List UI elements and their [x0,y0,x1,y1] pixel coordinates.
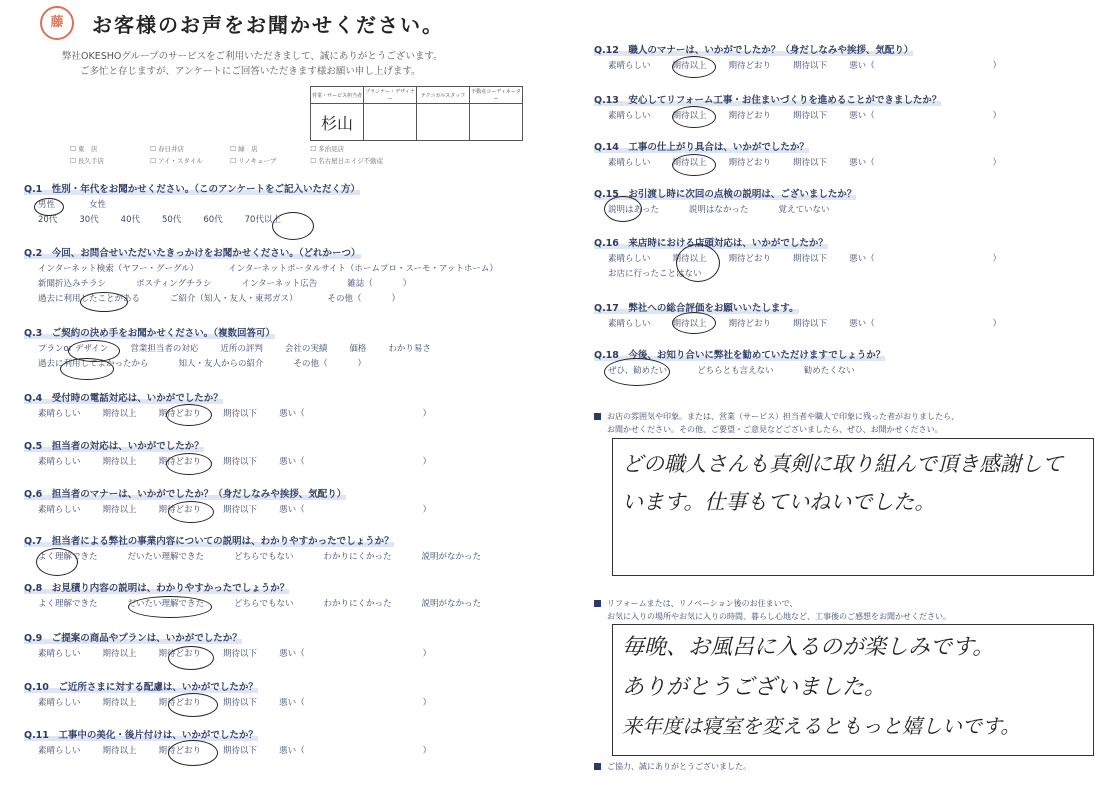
answer-option[interactable]: 期待以上 [102,698,137,708]
answer-option[interactable]: ） [422,457,432,467]
answer-option[interactable]: ） [391,294,401,304]
answer-circle [672,56,716,78]
staff-cell [470,104,523,141]
answer-option[interactable]: 30代 [79,215,99,225]
question-title: Q.12 職人のマナーは、いかがでしたか？（身だしなみや挨拶、気配り） [594,45,914,56]
answer-options [608,156,1023,168]
answer-options [608,203,859,215]
answer-option[interactable]: どちらでもない [234,599,294,609]
answer-circle [672,154,716,176]
answer-option[interactable]: 60代 [203,215,223,225]
answer-option[interactable]: 期待以上 [672,319,707,329]
question-title: Q.13 安心してリフォーム工事・お住まいづくりを進めることができましたか？ [594,95,942,106]
answer-option[interactable]: 説明はあった [608,205,659,215]
question-title: Q.7 担当者による弊社の事業内容についての説明は、わかりやすかったでしょうか？ [24,536,394,547]
store-option: ☐ アイ・スタイル [150,157,203,165]
question-title: Q.5 担当者の対応は、いかがでしたか？ [24,441,204,452]
answer-option[interactable]: ） [992,111,1002,121]
answer-option[interactable]: どちらでもない [234,552,294,562]
answer-option[interactable]: 悪い（ [849,319,875,329]
answer-option[interactable]: 期待以上 [102,457,137,467]
answer-circle [60,358,114,380]
comment1-prompt-2: お聞かせください。その他、ご要望・ご意見などございましたら、ぜひ、お聞かせください。 [607,425,943,434]
answer-option[interactable]: 悪い（ [849,61,875,71]
answer-options [608,109,1023,121]
answer-circle [166,404,212,426]
answer-option[interactable]: わかりにくかった [323,552,392,562]
footer-thanks: ご協力、誠にありがとうございました。 [594,761,751,772]
answer-option[interactable]: だいたい理解できた [127,599,205,609]
answer-option[interactable]: 期待以下 [793,61,828,71]
answer-option[interactable]: 期待どおり [158,505,202,515]
staff-table [310,86,523,141]
answer-option[interactable]: ） [422,698,432,708]
answer-circle [672,106,716,128]
answer-option[interactable]: お店に行ったことはない [608,269,702,279]
answer-option[interactable]: 素晴らしい [38,698,81,708]
question-title: Q.3 ご契約の決め手をお聞かせください。（複数回答可） [24,328,276,339]
answer-circle [166,453,212,475]
answer-option[interactable]: 新聞折込みチラシ [38,279,107,289]
store-option: ☐ 緑 店 [230,145,258,153]
answer-option[interactable]: インターネット検索（ヤフー・グーグル） [38,264,199,274]
answer-option[interactable]: 男性 [38,200,56,210]
staff-header: 不動産コーディネーター [470,87,523,104]
answer-option[interactable]: 雑誌（ [347,279,373,289]
answer-option[interactable]: ） [992,254,1002,264]
answer-option[interactable]: 説明はなかった [688,205,749,215]
answer-option[interactable]: 期待以下 [223,505,258,515]
answer-option[interactable]: 素晴らしい [608,254,651,264]
answer-circle [34,198,64,216]
comment2-handwriting-1: 毎晩、お風呂に入るのが楽しみです。 [622,635,995,660]
answer-circle [604,358,670,386]
answer-option[interactable]: 素晴らしい [38,505,81,515]
answer-circle [676,244,720,282]
answer-option[interactable]: ご紹介（知人・友人・東邦ガス） [170,294,298,304]
answer-options [38,262,528,274]
answer-option[interactable]: 悪い（ [279,409,305,419]
answer-option[interactable]: 素晴らしい [38,457,81,467]
comment1-prompt-1: お店の雰囲気や印象。または、営業（サービス）担当者や職人で印象に残った者がおりましたら、 [594,411,959,422]
answer-option[interactable]: 40代 [120,215,140,225]
answer-option[interactable]: 期待以下 [793,319,828,329]
answer-options [38,407,453,419]
answer-option[interactable]: 期待どおり [728,319,772,329]
answer-circle [168,740,218,766]
answer-option[interactable]: 悪い（ [279,457,305,467]
answer-option[interactable]: 期待どおり [158,457,202,467]
answer-option[interactable]: 素晴らしい [608,61,651,71]
answer-option[interactable]: 期待以上 [672,158,707,168]
comment2-handwriting-3: 来年度は寝室を変えるともっと嬉しいです。 [622,714,1021,738]
answer-option[interactable]: よく理解できた [38,599,98,609]
answer-option[interactable]: よく理解できた [38,552,98,562]
answer-circle [168,693,218,717]
answer-option[interactable]: 悪い（ [279,505,305,515]
answer-option[interactable]: どちらとも言えない [697,366,774,376]
answer-circle [168,501,214,523]
answer-options [38,744,453,756]
answer-option[interactable]: ポスティングチラシ [136,279,212,289]
answer-options [38,597,511,609]
answer-option[interactable]: インターネット広告 [241,279,318,289]
answer-option[interactable]: 悪い（ [279,698,305,708]
answer-option[interactable]: プランor デザイン [38,344,109,354]
answer-option[interactable]: 期待以上 [102,746,137,756]
answer-option[interactable]: 悪い（ [279,649,305,659]
answer-option[interactable]: 素晴らしい [38,409,81,419]
answer-option[interactable]: 期待以上 [102,409,137,419]
answer-option[interactable]: 期待以下 [223,698,258,708]
answer-option[interactable]: 期待どおり [728,111,772,121]
answer-option[interactable]: ぜひ、勧めたい [608,366,668,376]
question-title: Q.15 お引渡し時に次回の点検の説明は、ございましたか？ [594,189,857,200]
answer-option[interactable]: その他（ [327,294,362,304]
answer-circle [168,646,214,670]
answer-option[interactable]: 期待以下 [223,457,258,467]
answer-circle [604,196,642,222]
answer-option[interactable]: 素晴らしい [38,746,81,756]
answer-option[interactable]: わかり易さ [388,344,431,354]
question-title: Q.4 受付時の電話対応は、いかがでしたか？ [24,393,223,404]
answer-options [38,277,441,289]
store-option: ☐ 春日井店 [150,145,184,153]
answer-option[interactable]: ） [992,61,1002,71]
answer-option[interactable]: 素晴らしい [608,111,651,121]
answer-option[interactable]: 50代 [161,215,182,225]
intro-line-1: 弊社OKESHOグループのサービスをご利用いただきまして、誠にありがとうございます。 [62,51,443,62]
answer-option[interactable]: 期待どおり [158,746,202,756]
answer-option[interactable]: 期待どおり [158,698,202,708]
answer-option[interactable]: わかりにくかった [323,599,392,609]
comment2-prompt-2: お気に入りの場所やお気に入りの時間、暮らし心地など、工事後のご感想をお聞かせください。 [607,612,951,621]
answer-option[interactable]: 悪い（ [279,746,305,756]
staff-header: 営業・サービス担当者 [311,87,364,104]
answer-option[interactable]: 過去に利用したことがある [38,294,141,304]
answer-option[interactable]: 期待以下 [223,649,258,659]
answer-circle [272,212,314,240]
comment2-prompt-1: リフォームまたは、リノベーション後のお住まいで、 [594,598,797,609]
staff-cell [417,104,470,141]
answer-option[interactable]: 期待どおり [728,254,772,264]
staff-header: テクニカルスタッフ [417,87,470,104]
answer-options [38,696,453,708]
question-title: Q.14 工事の仕上がり具合は、いかがでしたか？ [594,142,809,153]
question-title: Q.8 お見積り内容の説明は、わかりやすかったでしょうか？ [24,583,290,594]
answer-option[interactable]: 説明がなかった [421,552,481,562]
answer-option[interactable]: 20代 [38,215,58,225]
answer-option[interactable]: 期待以下 [793,111,828,121]
answer-option[interactable]: 期待以下 [793,254,828,264]
answer-option[interactable]: 70代以上 [244,215,281,225]
answer-option[interactable]: 近所の評判 [220,344,263,354]
company-stamp: 藤 [40,6,74,40]
answer-option[interactable]: 期待以上 [102,505,137,515]
answer-option[interactable]: 覚えていない [778,205,830,215]
answer-option[interactable]: 期待どおり [728,61,772,71]
answer-option[interactable]: 営業担当者の対応 [130,344,199,354]
question-title: Q.18 今後、お知り合いに弊社を勧めていただけますでしょうか？ [594,350,886,361]
answer-option[interactable]: 価格 [349,344,367,354]
store-option: ☐ 名古屋日エイジ不動産 [310,157,384,165]
question-title: Q.1 性別・年代をお聞かせください。（このアンケートをご記入いただく方） [24,184,360,195]
answer-option[interactable]: ） [402,279,412,289]
answer-circle [128,596,212,618]
store-checkboxes-row2 [70,156,388,165]
answer-options [608,59,1023,71]
answer-options [608,252,1023,264]
comment1-handwriting-2: います。仕事もていねいでした。 [622,490,936,514]
answer-option[interactable]: 会社の実績 [284,344,328,354]
answer-option[interactable]: 期待どおり [158,409,202,419]
answer-option[interactable]: ） [422,409,432,419]
staff-cell [364,104,417,141]
answer-option[interactable]: ） [422,746,432,756]
answer-option[interactable]: ） [992,158,1002,168]
answer-option[interactable]: インターネットポータルサイト（ホームプロ・スーモ・アットホーム） [228,264,498,274]
answer-option[interactable]: 知人・友人からの紹介 [178,359,264,369]
question-title: Q.9 ご提案の商品やプランは、いかがでしたか？ [24,633,242,644]
answer-option[interactable]: 悪い（ [849,254,875,264]
question-title: Q.10 ご近所さまに対する配慮は、いかがでしたか？ [24,682,258,693]
answer-option[interactable]: 期待どおり [158,649,202,659]
answer-option[interactable]: ） [992,319,1002,329]
question-title: Q.17 弊社への総合評価をお願いいたします。 [594,303,799,314]
answer-option[interactable]: 期待以上 [672,61,707,71]
answer-circle [80,292,128,312]
answer-options [38,455,453,467]
answer-option[interactable]: ） [357,359,367,369]
answer-options [38,550,511,562]
store-option: ☐ 多治見店 [310,145,345,153]
answer-option[interactable]: ） [422,649,432,659]
answer-option[interactable]: 期待以上 [672,254,707,264]
answer-options [608,317,1023,329]
staff-signature: 杉山 [320,113,353,133]
comment1-handwriting-1: どの職人さんも真剣に取り組んで頂き感謝して [622,452,1063,476]
answer-option[interactable]: その他（ [293,359,328,369]
answer-option[interactable]: 悪い（ [849,111,875,121]
answer-option[interactable]: 期待どおり [728,158,772,168]
answer-option[interactable]: 女性 [89,200,107,210]
answer-option[interactable]: ） [422,505,432,515]
store-option: ☐ 東 店 [70,145,98,153]
question-title: Q.2 今回、お問合せいただいたきっかけをお聞かせください。（どれかーつ） [24,248,361,259]
answer-option[interactable]: 素晴らしい [38,649,81,659]
answer-option[interactable]: 素晴らしい [608,158,651,168]
intro-line-2: ご多忙と存じますが、アンケートにご回答いただきます様お願い申し上げます。 [80,66,421,77]
answer-options [38,647,453,659]
question-title: Q.6 担当者のマナーは、いかがでしたか？（身だしなみや挨拶、気配り） [24,489,347,500]
store-checkboxes-row1 [70,144,388,153]
question-title: Q.16 来店時における店頭対応は、いかがでしたか？ [594,238,828,249]
answer-option[interactable]: 期待以上 [102,649,137,659]
answer-option[interactable]: 期待以上 [672,111,707,121]
question-title: Q.11 工事中の美化・後片付けは、いかがでしたか？ [24,730,258,741]
answer-circle [36,548,78,576]
store-option: ☐ リノキューブ [230,157,277,165]
answer-option[interactable]: 説明がなかった [421,599,481,609]
answer-options [38,213,303,225]
answer-option[interactable]: だいたい理解できた [127,552,205,562]
answer-option[interactable]: 勧めたくない [803,366,855,376]
answer-option[interactable]: 過去に利用してよかったから [38,359,149,369]
comment2-handwriting-2: ありがとうございました。 [622,675,887,700]
survey-title: お客様のお声をお聞かせください。 [92,13,444,37]
store-option: ☐ 長久手店 [70,157,104,165]
answer-option[interactable]: 期待以下 [223,409,258,419]
answer-option[interactable]: 悪い（ [849,158,875,168]
answer-circle [672,312,716,334]
answer-option[interactable]: 期待以下 [223,746,258,756]
answer-option[interactable]: 素晴らしい [608,319,651,329]
staff-header: プランナー・デザイナー [364,87,417,104]
answer-option[interactable]: 期待以下 [793,158,828,168]
answer-options [38,503,453,515]
